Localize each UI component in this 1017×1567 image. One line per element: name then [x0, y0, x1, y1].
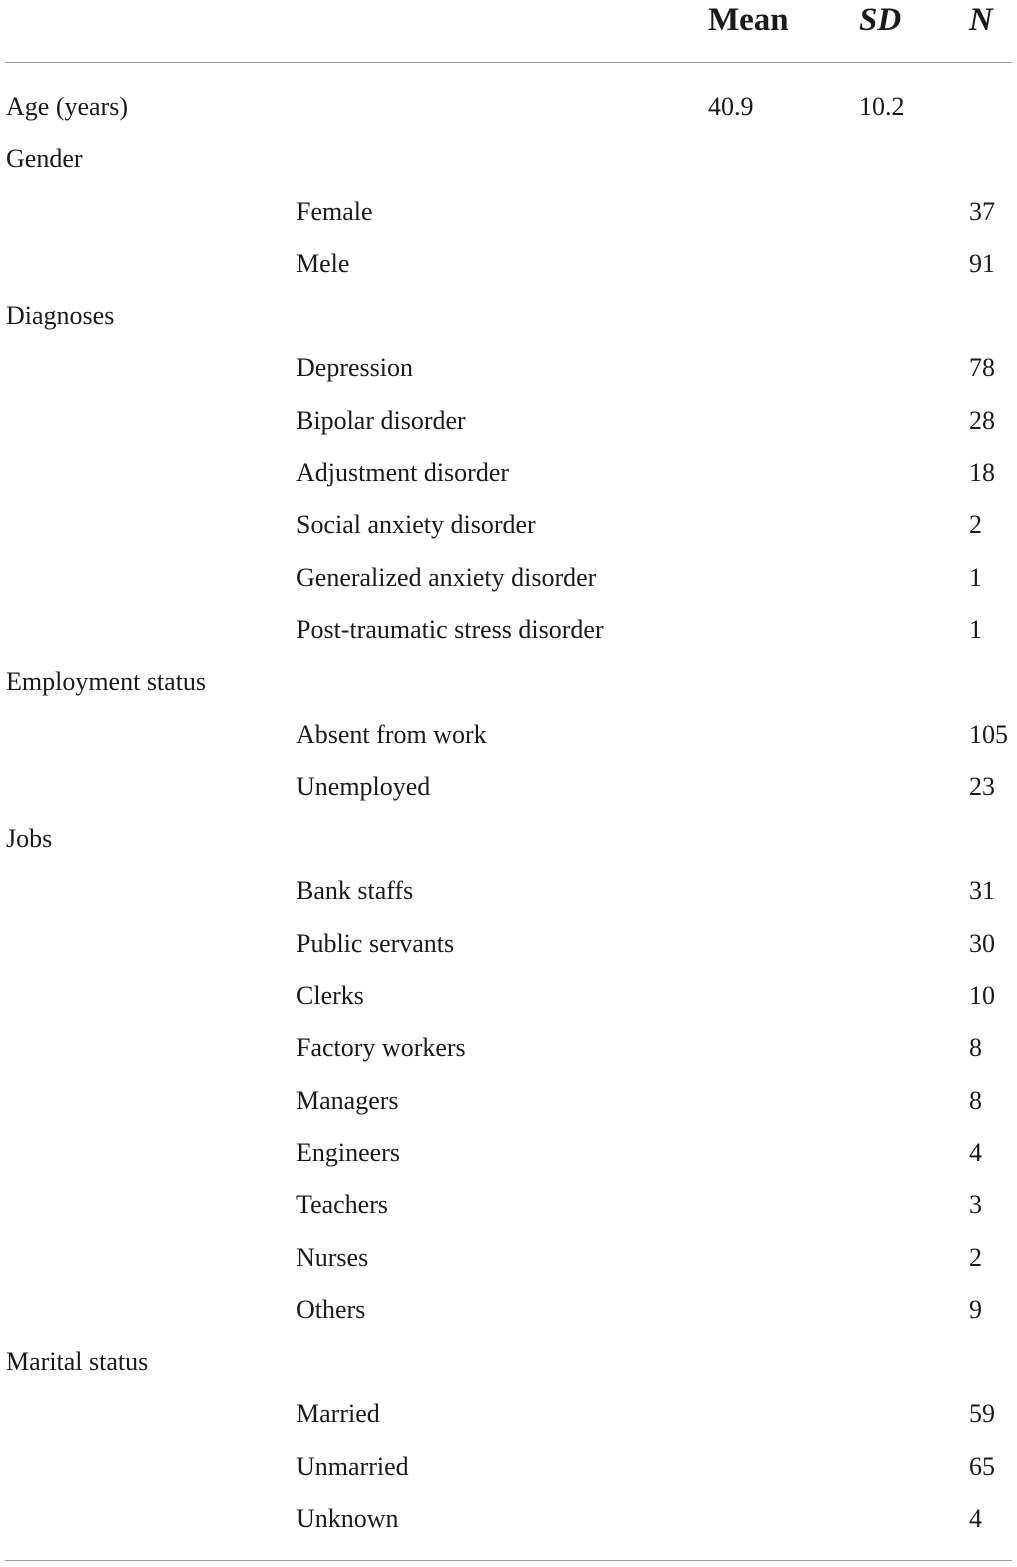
- header-rule: [5, 62, 1012, 63]
- row-label: Bipolar disorder: [296, 405, 466, 435]
- row-label: Teachers: [296, 1190, 389, 1220]
- table-row: [0, 761, 1017, 813]
- table-row: [0, 1493, 1017, 1545]
- table-row: [0, 865, 1017, 917]
- table-group-row: [0, 813, 1017, 865]
- table-row: [0, 447, 1017, 499]
- row-label: Public servants: [296, 928, 455, 958]
- table-row: [0, 342, 1017, 394]
- table-body: [0, 81, 1017, 1545]
- table-row: [0, 1127, 1017, 1179]
- table-row: [0, 186, 1017, 238]
- row-label: Depression: [296, 353, 413, 383]
- row-label: Mele: [296, 248, 350, 278]
- row-n: 8: [969, 1033, 982, 1063]
- row-n: 2: [969, 510, 982, 540]
- row-n: 18: [969, 458, 995, 488]
- table-group-row: [0, 656, 1017, 708]
- table-row: [0, 709, 1017, 761]
- row-n: 37: [969, 196, 995, 226]
- row-label: Nurses: [296, 1242, 369, 1272]
- table-row: [0, 1441, 1017, 1493]
- row-n: 91: [969, 248, 995, 278]
- table-row: [0, 970, 1017, 1022]
- row-label: Unemployed: [296, 771, 431, 801]
- row-label: Factory workers: [296, 1033, 466, 1063]
- table-row: [0, 552, 1017, 604]
- row-n: 65: [969, 1451, 995, 1481]
- row-label: Diagnoses: [6, 301, 115, 331]
- row-label: Others: [296, 1294, 366, 1324]
- table-row: [0, 1022, 1017, 1074]
- table-group-row: [0, 81, 1017, 133]
- row-label: Bank staffs: [296, 876, 414, 906]
- row-label: Managers: [296, 1085, 399, 1115]
- table-row: [0, 1075, 1017, 1127]
- table-row: [0, 238, 1017, 290]
- row-label: Marital status: [6, 1347, 149, 1377]
- table-row: [0, 395, 1017, 447]
- row-n: 28: [969, 405, 995, 435]
- row-n: 78: [969, 353, 995, 383]
- header-n: N: [969, 2, 993, 38]
- row-n: 4: [969, 1504, 982, 1534]
- row-label: Absent from work: [296, 719, 487, 749]
- table-row: [0, 499, 1017, 551]
- row-label: Employment status: [6, 667, 207, 697]
- table-group-row: [0, 290, 1017, 342]
- row-label: Social anxiety disorder: [296, 510, 536, 540]
- row-label: Adjustment disorder: [296, 458, 510, 488]
- row-label: Gender: [6, 144, 83, 174]
- table-group-row: [0, 133, 1017, 185]
- row-n: 4: [969, 1137, 982, 1167]
- table-row: [0, 604, 1017, 656]
- row-sd: 10.2: [859, 92, 905, 121]
- row-mean: 40.9: [708, 92, 754, 121]
- table-row: [0, 1388, 1017, 1440]
- row-label: Married: [296, 1399, 380, 1429]
- row-n: 9: [969, 1294, 982, 1324]
- table-row: [0, 1232, 1017, 1284]
- table-row: [0, 918, 1017, 970]
- table-group-row: [0, 1336, 1017, 1388]
- row-n: 8: [969, 1085, 982, 1115]
- row-n: 3: [969, 1190, 982, 1220]
- row-n: 2: [969, 1242, 982, 1272]
- row-label: Clerks: [296, 981, 364, 1011]
- row-label: Female: [296, 196, 373, 226]
- table-row: [0, 1284, 1017, 1336]
- table-row: [0, 1179, 1017, 1231]
- row-label: Engineers: [296, 1137, 400, 1167]
- bottom-rule: [5, 1560, 1012, 1561]
- row-n: 23: [969, 771, 995, 801]
- row-n: 31: [969, 876, 995, 906]
- header-mean: Mean: [708, 2, 789, 38]
- row-label: Generalized anxiety disorder: [296, 562, 597, 592]
- row-n: 10: [969, 981, 995, 1011]
- row-n: 105: [969, 719, 1008, 749]
- row-label: Jobs: [6, 824, 53, 854]
- row-n: 30: [969, 928, 995, 958]
- row-label: Unmarried: [296, 1451, 409, 1481]
- row-label: Age (years): [6, 92, 128, 121]
- row-n: 1: [969, 562, 982, 592]
- row-label: Post-traumatic stress disorder: [296, 614, 604, 644]
- row-label: Unknown: [296, 1504, 399, 1534]
- table-header: [0, 0, 1017, 62]
- row-n: 1: [969, 614, 982, 644]
- header-sd: SD: [859, 2, 902, 38]
- row-n: 59: [969, 1399, 995, 1429]
